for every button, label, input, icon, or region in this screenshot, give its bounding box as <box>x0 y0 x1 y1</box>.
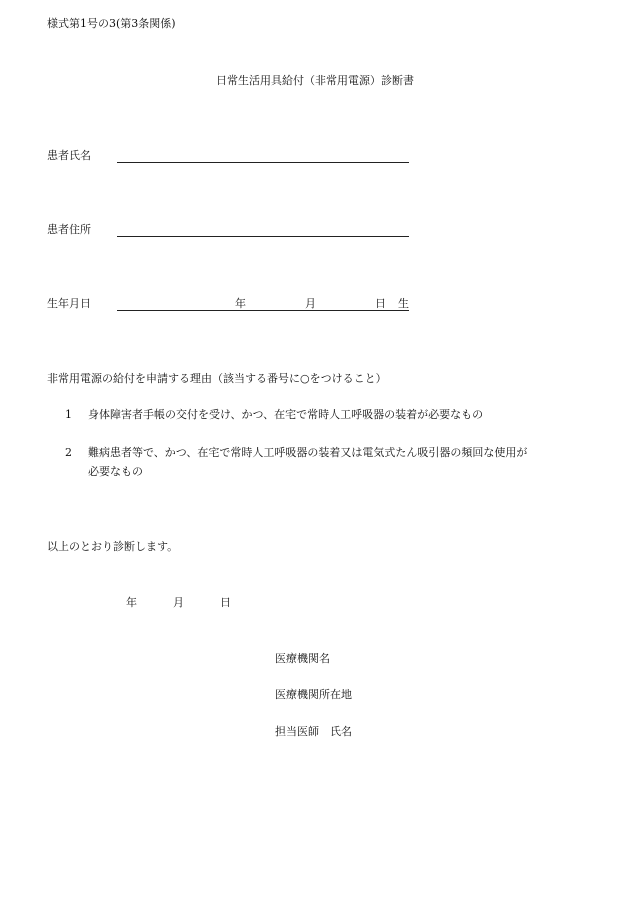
birthdate-label: 生年月日 <box>47 297 91 310</box>
birth-suffix: 生 <box>398 297 409 310</box>
institution-address-label: 医療機関所在地 <box>275 688 352 701</box>
patient-name-label: 患者氏名 <box>47 149 91 162</box>
patient-address-line <box>117 236 409 237</box>
declaration-text: 以上のとおり診断します。 <box>47 540 179 553</box>
patient-name-line <box>117 162 409 163</box>
birth-year-unit: 年 <box>235 297 246 310</box>
birth-month-unit: 月 <box>305 297 316 310</box>
reason-item-1-text: 身体障害者手帳の交付を受け、かつ、在宅で常時人工呼吸器の装着が必要なもの <box>88 408 484 421</box>
document-title: 日常生活用具給付（非常用電源）診断書 <box>216 74 414 87</box>
birth-day-unit: 日 <box>375 297 386 310</box>
form-number: 様式第1号の3(第3条関係) <box>47 17 176 30</box>
reason-item-2-text-line1: 難病患者等で、かつ、在宅で常時人工呼吸器の装着又は電気式たん吸引器の頻回な使用が <box>88 446 528 459</box>
reason-item-1-number: 1 <box>65 408 72 421</box>
patient-address-label: 患者住所 <box>47 223 91 236</box>
reason-item-2-number: 2 <box>65 446 72 459</box>
date-day-unit: 日 <box>220 596 231 609</box>
reason-item-2-text-line2: 必要なもの <box>88 465 143 478</box>
doctor-name-label: 担当医師 氏名 <box>275 725 352 738</box>
date-month-unit: 月 <box>173 596 184 609</box>
reason-heading: 非常用電源の給付を申請する理由（該当する番号に○をつけること） <box>47 372 387 385</box>
institution-name-label: 医療機関名 <box>275 652 330 665</box>
date-year-unit: 年 <box>126 596 137 609</box>
birthdate-line <box>117 310 409 311</box>
